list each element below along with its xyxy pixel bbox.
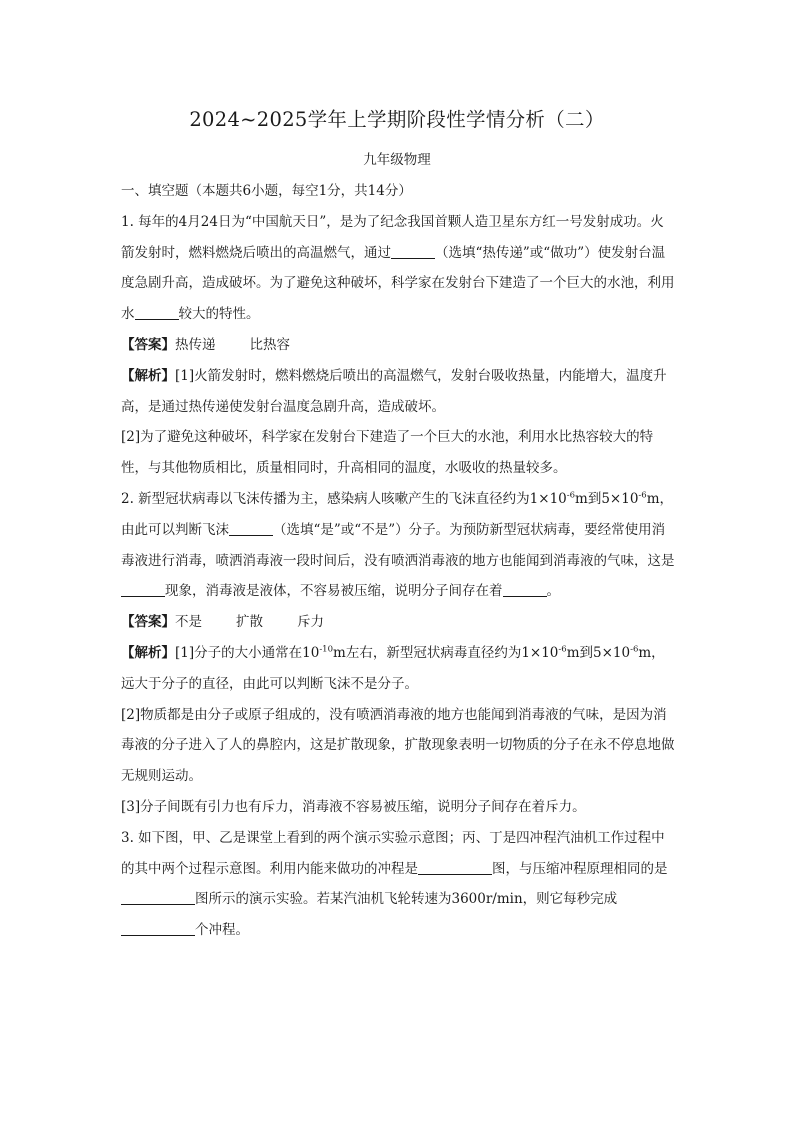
answer-tag: 【答案】 [121, 614, 175, 631]
q2-text-f: 。 [546, 583, 560, 600]
q1-analysis-2: [2]为了避免这种破坏，科学家在发射台下建造了一个巨大的水池，利用水比热容较大的特性，与其他物质相比，质量相同时，升高相同的温度，水吸收的热量较多。 [121, 429, 654, 477]
q2-answer-3: 斥力 [297, 614, 324, 631]
q3-blank-2 [121, 888, 195, 905]
q2-exp-b: -6 [638, 490, 647, 501]
q2-answer-2: 扩散 [236, 614, 263, 631]
q2-text-d: （选填“是”或“不是”）分子。为预防新型冠状病毒，要经常使用消毒液进行消毒，喷洒消毒液一段时间后，没有喷洒消毒液的地方也能闻到消毒液的气味，这是 [121, 521, 675, 569]
q2-text-e: 现象，消毒液是液体，不容易被压缩，说明分子间存在着 [165, 583, 503, 600]
q2-analysis-1a: [1]分子的大小通常在10 [175, 644, 320, 661]
q2-analysis-1d: m，远大于分子的直径，由此可以判断飞沫不是分子。 [121, 644, 665, 692]
q1-analysis-1-text: [1]火箭发射时，燃料燃烧后喷出的高温燃气，发射台吸收热量，内能增大，温度升高，是通过热传递使发射台温度急剧升高，造成破坏。 [121, 367, 667, 415]
q2-analysis-exp-3: -6 [630, 644, 639, 655]
q1-answer-1: 热传递 [175, 336, 216, 353]
answer-tag: 【答案】 [121, 336, 175, 353]
q2-analysis-3: [3]分子间既有引力也有斥力，消毒液不容易被压缩，说明分子间存在着斥力。 [121, 798, 586, 815]
q2-analysis-1c: m到5×10 [566, 644, 631, 661]
q1-answer [121, 330, 677, 361]
q1-blank-2 [135, 303, 179, 320]
q2-exp-a: -6 [566, 490, 576, 501]
q2-blank-3 [503, 580, 547, 597]
section-heading: 一、填空题（本题共6小题，每空1分，共14分） [121, 183, 412, 199]
q3-text-d: 个冲程。 [195, 922, 249, 939]
analysis-tag: 【解析】 [121, 644, 175, 661]
document-body [121, 176, 677, 946]
q2-analysis-1 [121, 638, 677, 700]
q2-analysis-exp-1: -10 [319, 644, 334, 655]
q1-text-a: 1. 每年的4月24日为“中国航天日”，是为了纪念我国首颗人造卫星东方红一号发射成功。火箭发射时，燃料燃烧后喷出的高温燃气，通过 [121, 213, 664, 261]
q2-answer [121, 607, 677, 638]
q2-blank-2 [121, 580, 165, 597]
q2-answer-1: 不是 [175, 614, 202, 631]
q1-analysis-1 [121, 361, 677, 423]
q1-text-c: 较大的特性。 [178, 306, 260, 323]
page-title: 2024~2025学年上学期阶段性学情分析（二） [189, 108, 605, 131]
q3-text-c: 图所示的演示实验。若某汽油机飞轮转速为3600r/min，则它每秒完成 [195, 891, 618, 908]
question-2 [121, 484, 677, 607]
q1-text-b: （选填“热传递”或“做功”）使发射台温度急剧升高，造成破坏。为了避免这种破坏，科学家在发射台下建造了一个巨大的水池，利用水 [121, 244, 675, 323]
q2-analysis-exp-2: -6 [558, 644, 567, 655]
q2-text-c: m，由此可以判断飞沫 [121, 490, 674, 538]
q3-text-b: 图，与压缩冲程原理相同的是 [492, 860, 668, 877]
question-3 [121, 823, 677, 946]
q2-text-a: 2. 新型冠状病毒以飞沫传播为主，感染病人咳嗽产生的飞沫直径约为1×10 [121, 490, 567, 507]
q2-analysis-1b: m左右，新型冠状病毒直径约为1×10 [333, 644, 559, 661]
q2-text-b: m到5×10 [575, 490, 639, 507]
analysis-tag: 【解析】 [121, 367, 175, 384]
q3-blank-3 [121, 919, 195, 936]
q3-text-a: 3. 如下图，甲、乙是课堂上看到的两个演示实验示意图；丙、丁是四冲程汽油机工作过程中的其中两个过程示意图。利用内能来做功的冲程是 [121, 829, 665, 877]
q3-blank-1 [418, 858, 492, 875]
q2-blank-1 [229, 519, 273, 536]
q1-answer-2: 比热容 [249, 336, 290, 353]
page-subtitle: 九年级物理 [363, 152, 431, 168]
q1-blank-1 [391, 242, 435, 259]
question-1 [121, 207, 677, 330]
q2-analysis-2: [2]物质都是由分子或原子组成的，没有喷洒消毒液的地方也能闻到消毒液的气味，是因为消毒液的分子进入了人的鼻腔内，这是扩散现象，扩散现象表明一切物质的分子在永不停息地做无规则运动。 [121, 706, 675, 785]
